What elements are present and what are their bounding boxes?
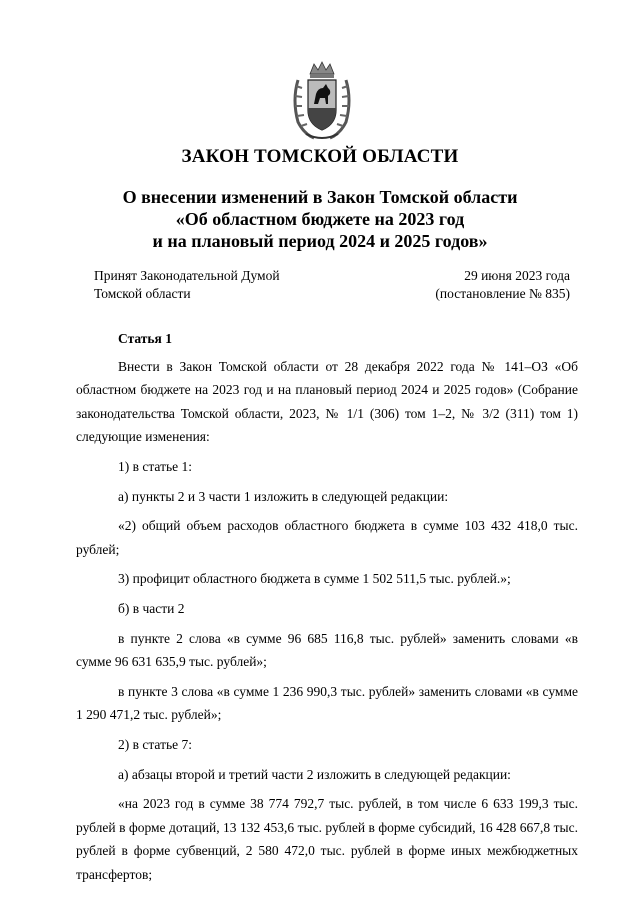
article-heading: Статья 1 xyxy=(118,331,172,346)
paragraph: а) абзацы второй и третий части 2 изложить в следующей редакции: xyxy=(118,766,511,782)
adoption-body-line: Принят Законодательной Думой xyxy=(94,268,280,283)
page-title: ЗАКОН ТОМСКОЙ ОБЛАСТИ xyxy=(181,146,459,167)
paragraph: в пункте 3 слова «в сумме 1 236 990,3 тыс. рублей» заменить словами «в сумме 1 290 471,2 тыс. рублей»; xyxy=(76,683,578,723)
paragraph: в пункте 2 слова «в сумме 96 685 116,8 тыс. рублей» заменить словами «в сумме 96 631 635,9 тыс. рублей»; xyxy=(76,630,578,670)
adoption-resolution-line: (постановление № 835) xyxy=(435,286,570,301)
adoption-body-line: Томской области xyxy=(94,286,191,301)
paragraph: Внести в Закон Томской области от 28 декабря 2022 года № 141–ОЗ «Об областном бюджете на 2023 год и на плановый период 2024 и 2025 годов» (Собрание законодательства Томской области, 2023, № 1/1 (306) том 1–2, № 3/2 (311) том 1) следующие изменения: xyxy=(76,358,578,445)
subtitle-line: О внесении изменений в Закон Томской области xyxy=(122,187,518,207)
document-body xyxy=(76,327,578,886)
adoption-body xyxy=(94,267,280,303)
paragraph: б) в части 2 xyxy=(118,600,185,616)
paragraph: а) пункты 2 и 3 части 1 изложить в следующей редакции: xyxy=(118,488,449,504)
paragraph: 3) профицит областного бюджета в сумме 1 502 511,5 тыс. рублей.»; xyxy=(118,571,511,587)
paragraph: «2) общий объем расходов областного бюджета в сумме 103 432 418,0 тыс. рублей; xyxy=(76,518,578,557)
subtitle-line: и на плановый период 2024 и 2025 годов» xyxy=(152,231,488,251)
subtitle-line: «Об областном бюджете на 2023 год xyxy=(175,209,465,229)
paragraph: «на 2023 год в сумме 38 774 792,7 тыс. рублей, в том числе 6 633 199,3 тыс. рублей в форме дотаций, 13 132 453,6 тыс. рублей в форме субсидий, 16 428 667,8 тыс. рублей в форме субвенций, 2 580 472,0 тыс. рублей в форме иных межбюджетных трансфертов; xyxy=(76,796,578,882)
law-subtitle xyxy=(0,186,640,252)
adoption-date xyxy=(435,267,570,303)
tomsk-coat-of-arms-icon xyxy=(290,60,354,142)
paragraph: 1) в статье 1: xyxy=(118,458,192,474)
adoption-date-line: 29 июня 2023 года xyxy=(464,268,570,283)
paragraph: 2) в статье 7: xyxy=(118,736,192,752)
